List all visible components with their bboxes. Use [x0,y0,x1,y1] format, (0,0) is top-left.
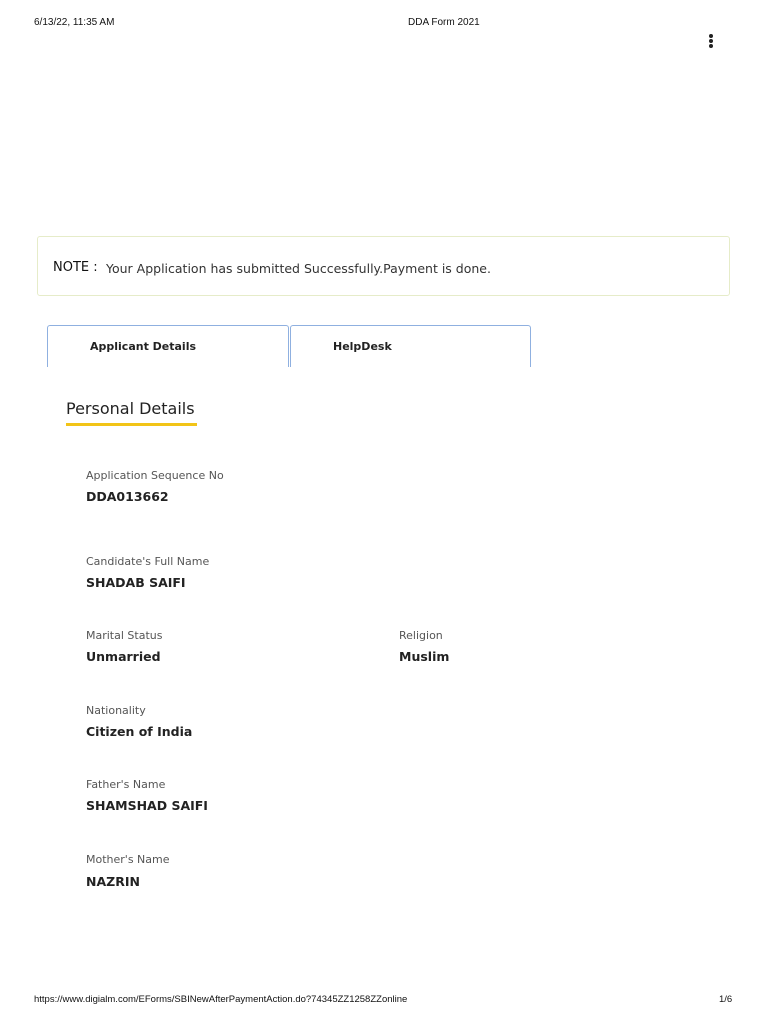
religion-value: Muslim [399,649,450,664]
application-sequence-label: Application Sequence No [86,469,224,482]
note-box [37,236,730,296]
mother-name-value: NAZRIN [86,874,140,889]
nationality-value: Citizen of India [86,724,193,739]
note-label: NOTE : [53,260,98,275]
father-name-value: SHAMSHAD SAIFI [86,798,208,813]
print-datetime: 6/13/22, 11:35 AM [34,17,115,28]
marital-status-value: Unmarried [86,649,161,664]
print-page-number: 1/6 [719,994,733,1005]
full-name-value: SHADAB SAIFI [86,575,186,590]
tab-applicant-details[interactable] [47,325,289,367]
vertical-dots-icon[interactable] [706,34,716,48]
print-title: DDA Form 2021 [408,17,480,28]
section-title: Personal Details [66,399,195,418]
note-message: Your Application has submitted Successfully.Payment is done. [106,261,491,276]
marital-status-label: Marital Status [86,629,163,642]
tab-label: Applicant Details [90,340,197,353]
full-name-label: Candidate's Full Name [86,555,210,568]
tab-helpdesk[interactable] [290,325,531,367]
religion-label: Religion [399,629,443,642]
father-name-label: Father's Name [86,778,166,791]
print-url: https://www.digialm.com/EForms/SBINewAfterPaymentAction.do?74345ZZ1258ZZonline [34,994,408,1005]
mother-name-label: Mother's Name [86,853,170,866]
application-sequence-value: DDA013662 [86,489,169,504]
section-underline [66,423,197,426]
tab-label: HelpDesk [333,340,392,353]
nationality-label: Nationality [86,704,146,717]
